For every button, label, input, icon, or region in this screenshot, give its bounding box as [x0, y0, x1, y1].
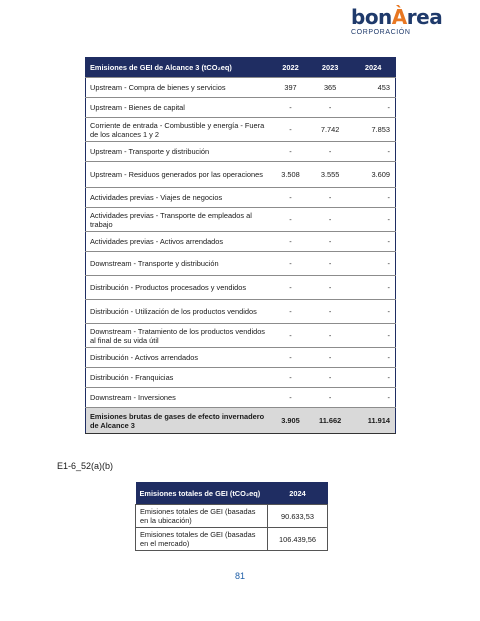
row-label: Actividades previas - Viajes de negocios	[86, 188, 273, 208]
row-label: Emisiones totales de GEI (basadas en la ubicación)	[136, 505, 268, 528]
row-value: -	[351, 142, 395, 162]
total-value: 11.662	[309, 408, 351, 434]
row-value: -	[351, 232, 395, 252]
table-row	[86, 368, 396, 388]
row-label: Upstream - Residuos generados por las operaciones	[86, 162, 273, 188]
header-category: Emisiones de GEI de Alcance 3 (tCO₂eq)	[86, 58, 273, 78]
row-value: -	[309, 232, 351, 252]
row-value: -	[309, 276, 351, 300]
logo-suffix: rea	[406, 5, 443, 29]
row-value: 3.508	[272, 162, 309, 188]
row-label: Distribución - Franquicias	[86, 368, 273, 388]
table-row	[86, 324, 396, 348]
row-value: 7.742	[309, 118, 351, 142]
table-header-row	[136, 482, 328, 505]
row-value: -	[351, 388, 395, 408]
row-value: -	[272, 188, 309, 208]
row-value: 453	[351, 78, 395, 98]
section-code: E1-6_52(a)(b)	[57, 461, 114, 471]
header-2022: 2022	[272, 58, 309, 78]
table-row	[136, 505, 328, 528]
row-value: 7.853	[351, 118, 395, 142]
row-value: -	[351, 324, 395, 348]
table-row	[86, 78, 396, 98]
logo-prefix: bon	[351, 5, 392, 29]
row-label: Upstream - Transporte y distribución	[86, 142, 273, 162]
table-row	[86, 142, 396, 162]
row-value: -	[309, 142, 351, 162]
table-header-row	[86, 58, 396, 78]
row-value: -	[309, 368, 351, 388]
row-value: -	[309, 348, 351, 368]
table-row	[86, 162, 396, 188]
row-label: Downstream - Inversiones	[86, 388, 273, 408]
row-value: 3.555	[309, 162, 351, 188]
row-value: -	[272, 300, 309, 324]
table-row	[86, 208, 396, 232]
row-value: -	[272, 98, 309, 118]
logo-subtitle: CORPORACIÓN	[351, 29, 411, 36]
row-value: -	[272, 232, 309, 252]
row-label: Distribución - Activos arrendados	[86, 348, 273, 368]
header-2023: 2023	[309, 58, 351, 78]
table-row	[86, 276, 396, 300]
row-value: -	[309, 208, 351, 232]
total-row	[86, 408, 396, 434]
row-value: -	[351, 98, 395, 118]
row-value: -	[272, 118, 309, 142]
row-value: -	[309, 188, 351, 208]
total-label: Emisiones brutas de gases de efecto invernadero de Alcance 3	[86, 408, 273, 434]
row-label: Actividades previas - Activos arrendados	[86, 232, 273, 252]
logo-wordmark	[351, 5, 443, 29]
row-value: -	[272, 368, 309, 388]
row-label: Upstream - Compra de bienes y servicios	[86, 78, 273, 98]
row-value: -	[351, 368, 395, 388]
row-value: -	[309, 98, 351, 118]
row-label: Emisiones totales de GEI (basadas en el mercado)	[136, 528, 268, 551]
row-label: Downstream - Transporte y distribución	[86, 252, 273, 276]
row-label: Distribución - Productos procesados y vendidos	[86, 276, 273, 300]
row-value: 365	[309, 78, 351, 98]
table-row	[86, 348, 396, 368]
header-2024: 2024	[351, 58, 395, 78]
row-value: -	[272, 208, 309, 232]
header-2024: 2024	[268, 482, 328, 505]
table-row	[86, 252, 396, 276]
table-row	[86, 98, 396, 118]
row-value: -	[272, 142, 309, 162]
total-value: 11.914	[351, 408, 395, 434]
row-label: Upstream - Bienes de capital	[86, 98, 273, 118]
table-row	[86, 118, 396, 142]
row-value: -	[351, 208, 395, 232]
bonarea-logo	[351, 5, 443, 36]
row-value: -	[272, 388, 309, 408]
row-value: -	[272, 348, 309, 368]
logo-accent: À	[391, 5, 407, 29]
row-value: 3.609	[351, 162, 395, 188]
row-label: Distribución - Utilización de los productos vendidos	[86, 300, 273, 324]
row-value: -	[351, 348, 395, 368]
total-value: 3.905	[272, 408, 309, 434]
row-value: 90.633,53	[268, 505, 328, 528]
header-total-emissions: Emisiones totales de GEI (tCO₂eq)	[136, 482, 268, 505]
row-value: -	[309, 324, 351, 348]
table-row	[86, 300, 396, 324]
row-value: -	[272, 276, 309, 300]
row-value: 397	[272, 78, 309, 98]
table-row	[86, 188, 396, 208]
row-value: -	[309, 388, 351, 408]
table-row	[136, 528, 328, 551]
row-value: -	[351, 252, 395, 276]
row-value: -	[309, 252, 351, 276]
row-label: Downstream - Tratamiento de los productos vendidos al final de su vida útil	[86, 324, 273, 348]
row-value: -	[272, 252, 309, 276]
row-value: -	[351, 276, 395, 300]
row-value: -	[272, 324, 309, 348]
row-value: -	[309, 300, 351, 324]
total-emissions-table	[135, 482, 328, 551]
row-value: -	[351, 300, 395, 324]
row-value: 106.439,56	[268, 528, 328, 551]
table-row	[86, 232, 396, 252]
row-label: Actividades previas - Transporte de empleados al trabajo	[86, 208, 273, 232]
row-label: Corriente de entrada - Combustible y energía - Fuera de los alcances 1 y 2	[86, 118, 273, 142]
page-number: 81	[234, 571, 245, 581]
table-row	[86, 388, 396, 408]
row-value: -	[351, 188, 395, 208]
scope3-emissions-table	[85, 57, 396, 434]
